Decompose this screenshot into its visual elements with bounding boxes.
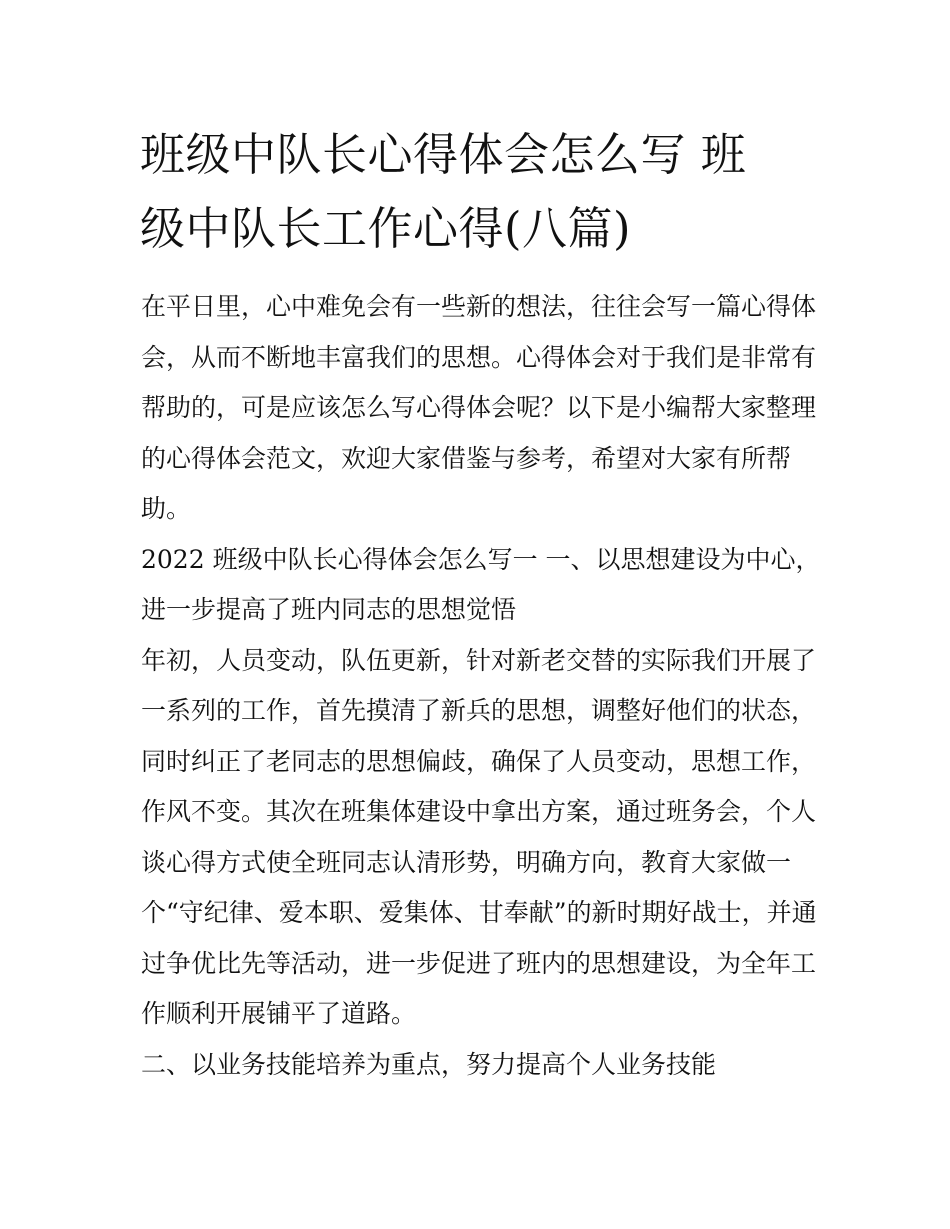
body-line: 在平日里，心中难免会有一些新的想法，往往会写一篇心得体 — [141, 292, 817, 321]
body-line: 会，从而不断地丰富我们的思想。心得体会对于我们是非常有 — [141, 342, 817, 372]
body-line: 谈心得方式使全班同志认清形势，明确方向，教育大家做一 — [141, 847, 792, 877]
title-line: 级中队长工作心得(八篇) — [140, 202, 632, 255]
body-line: 的心得体会范文，欢迎大家借鉴与参考，希望对大家有所帮 — [141, 443, 792, 473]
body-line: 作顺利开展铺平了道路。 — [141, 999, 417, 1028]
body-line: 同时纠正了老同志的思想偏歧，确保了人员变动，思想工作， — [141, 746, 817, 776]
body-line: 助。 — [141, 494, 192, 523]
body-line: 作风不变。其次在班集体建设中拿出方案，通过班务会，个人 — [141, 797, 817, 826]
body-line: 帮助的，可是应该怎么写心得体会呢？以下是小编帮大家整理 — [141, 393, 817, 422]
section-heading-line: 进一步提高了班内同志的思想觉悟 — [141, 595, 517, 624]
title-line: 班级中队长心得体会怎么写 班 — [140, 128, 747, 181]
body-line: 个“守纪律、爱本职、爱集体、甘奉献”的新时期好战士，并通 — [141, 898, 817, 927]
body-line: 一系列的工作，首先摸清了新兵的思想，调整好他们的状态， — [141, 696, 817, 725]
section-heading-line: 二、以业务技能培养为重点，努力提高个人业务技能 — [141, 1049, 717, 1079]
body-line: 过争优比先等活动，进一步促进了班内的思想建设，为全年工 — [141, 948, 817, 978]
document-body — [141, 282, 821, 1090]
body-line: 年初，人员变动，队伍更新，针对新老交替的实际我们开展了 — [141, 645, 817, 675]
document-title — [140, 118, 820, 266]
section-heading-line: 2022 班级中队长心得体会怎么写一 一、以思想建设为中心， — [141, 544, 821, 574]
